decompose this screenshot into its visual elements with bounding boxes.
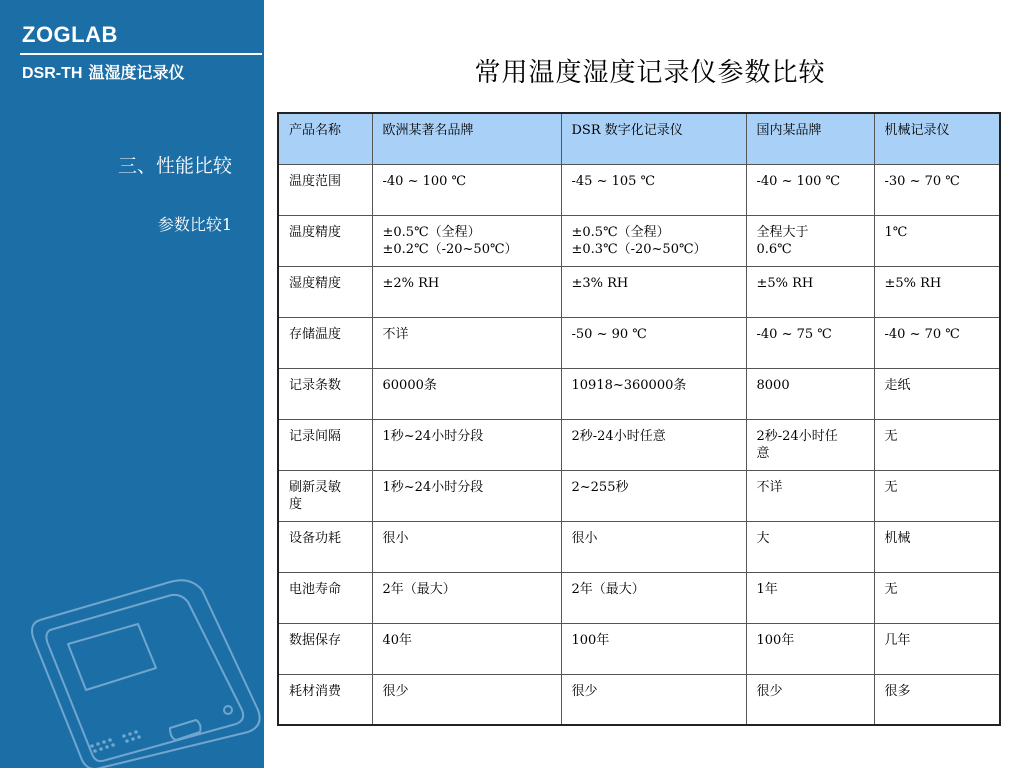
table-cell: -40 ~ 75 ℃ xyxy=(746,317,874,368)
table-row xyxy=(278,470,1000,521)
table-cell: 1年 xyxy=(746,572,874,623)
table-cell: 不详 xyxy=(746,470,874,521)
table-cell: 100年 xyxy=(746,623,874,674)
table-cell: 2年（最大） xyxy=(561,572,746,623)
table-row xyxy=(278,164,1000,215)
table-cell: 很少 xyxy=(561,674,746,725)
table-cell: ±0.5℃（全程） ±0.2℃（-20~50℃） xyxy=(372,215,561,266)
table-cell: 很少 xyxy=(372,674,561,725)
table-row xyxy=(278,674,1000,725)
table-cell: -40 ~ 100 ℃ xyxy=(372,164,561,215)
table-cell: 40年 xyxy=(372,623,561,674)
model-name: DSR-TH xyxy=(22,65,83,82)
row-label-cell: 温度精度 xyxy=(278,215,372,266)
row-label-cell: 记录间隔 xyxy=(278,419,372,470)
row-label-cell: 刷新灵敏 度 xyxy=(278,470,372,521)
row-label-cell: 记录条数 xyxy=(278,368,372,419)
table-cell: 大 xyxy=(746,521,874,572)
section-title: 三、性能比较 xyxy=(117,155,232,177)
brand-logo: ZOGLAB xyxy=(22,22,118,47)
table-cell: -40 ~ 70 ℃ xyxy=(874,317,1000,368)
row-label-cell: 湿度精度 xyxy=(278,266,372,317)
header-cell: DSR 数字化记录仪 xyxy=(561,113,746,164)
table-cell: -30 ~ 70 ℃ xyxy=(874,164,1000,215)
table-cell: 无 xyxy=(874,419,1000,470)
table-cell: ±5% RH xyxy=(746,266,874,317)
row-label-cell: 设备功耗 xyxy=(278,521,372,572)
table-row xyxy=(278,623,1000,674)
table-row xyxy=(278,572,1000,623)
table-cell: ±0.5℃（全程） ±0.3℃（-20~50℃） xyxy=(561,215,746,266)
table-cell: 很小 xyxy=(372,521,561,572)
table-cell: 无 xyxy=(874,572,1000,623)
data-logger-device-icon xyxy=(20,560,270,768)
table-cell: 2秒-24小时任意 xyxy=(561,419,746,470)
table-row xyxy=(278,215,1000,266)
row-label-cell: 数据保存 xyxy=(278,623,372,674)
section-subtitle: 参数比较1 xyxy=(157,215,232,234)
table-header-row xyxy=(278,113,1000,164)
table-row xyxy=(278,521,1000,572)
table-cell: 1℃ xyxy=(874,215,1000,266)
table-cell: 无 xyxy=(874,470,1000,521)
row-label-cell: 电池寿命 xyxy=(278,572,372,623)
row-label-cell: 存储温度 xyxy=(278,317,372,368)
product-name: 温湿度记录仪 xyxy=(88,63,185,82)
table-cell: 60000条 xyxy=(372,368,561,419)
table-cell: 机械 xyxy=(874,521,1000,572)
table-cell: 很小 xyxy=(561,521,746,572)
table-cell: 2秒-24小时任 意 xyxy=(746,419,874,470)
header-cell: 产品名称 xyxy=(278,113,372,164)
table-cell: 10918~360000条 xyxy=(561,368,746,419)
table-cell: 1秒~24小时分段 xyxy=(372,419,561,470)
header-cell: 机械记录仪 xyxy=(874,113,1000,164)
header-cell: 欧洲某著名品牌 xyxy=(372,113,561,164)
header-cell: 国内某品牌 xyxy=(746,113,874,164)
table-cell: 全程大于 0.6℃ xyxy=(746,215,874,266)
brand-divider xyxy=(20,53,262,55)
row-label-cell: 温度范围 xyxy=(278,164,372,215)
table-cell: 几年 xyxy=(874,623,1000,674)
table-cell: 走纸 xyxy=(874,368,1000,419)
table-cell: -45 ~ 105 ℃ xyxy=(561,164,746,215)
table-cell: 2~255秒 xyxy=(561,470,746,521)
table-cell: ±3% RH xyxy=(561,266,746,317)
sidebar xyxy=(0,0,264,768)
table-cell: -50 ~ 90 ℃ xyxy=(561,317,746,368)
table-row xyxy=(278,317,1000,368)
table-cell: ±2% RH xyxy=(372,266,561,317)
table-row xyxy=(278,368,1000,419)
table-cell: 1秒~24小时分段 xyxy=(372,470,561,521)
table-cell: -40 ~ 100 ℃ xyxy=(746,164,874,215)
table-row xyxy=(278,419,1000,470)
table-cell: 8000 xyxy=(746,368,874,419)
row-label-cell: 耗材消费 xyxy=(278,674,372,725)
table-cell: 100年 xyxy=(561,623,746,674)
table-cell: 不详 xyxy=(372,317,561,368)
table-body xyxy=(278,164,1000,725)
table-cell: 2年（最大） xyxy=(372,572,561,623)
product-line xyxy=(22,60,184,83)
table-cell: 很多 xyxy=(874,674,1000,725)
table-cell: ±5% RH xyxy=(874,266,1000,317)
table-cell: 很少 xyxy=(746,674,874,725)
table-row xyxy=(278,266,1000,317)
page-title: 常用温度湿度记录仪参数比较 xyxy=(474,58,826,88)
comparison-table xyxy=(277,112,1001,726)
